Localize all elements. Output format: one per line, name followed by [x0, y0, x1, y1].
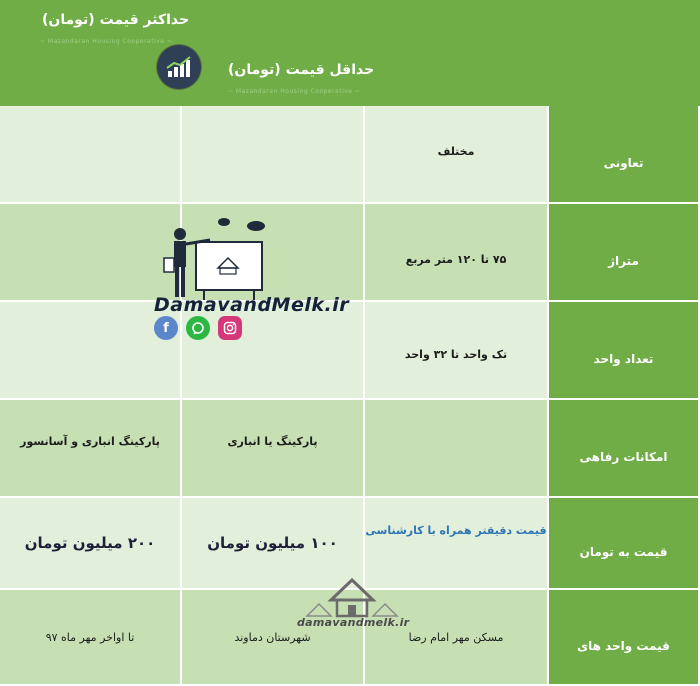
price-note: قیمت دقیقتر همراه با کارشناسی	[365, 523, 547, 537]
table-row	[0, 400, 700, 498]
house-logo-icon	[297, 576, 407, 620]
min-price-value: ۱۰۰ میلیون تومان	[207, 534, 338, 552]
brand-name: DamavandMelk.ir	[154, 294, 350, 316]
row-label: قیمت به تومان	[549, 498, 700, 590]
instagram-icon	[218, 316, 242, 340]
bottom-brand-name: damavandmelk.ir	[297, 616, 410, 629]
price-chart-logo-icon	[157, 45, 201, 89]
row-label: متراژ	[549, 204, 700, 302]
header-caption-faint: ~ Mazandaran Housing Cooperative ~	[40, 38, 173, 45]
cell-min-text: پارکینگ یا انباری	[227, 434, 318, 448]
presenter-board-icon	[152, 212, 362, 302]
whatsapp-icon	[186, 316, 210, 340]
cell-max	[0, 400, 182, 498]
facebook-icon: f	[154, 316, 178, 340]
brand-watermark	[152, 212, 362, 342]
row-label: قیمت واحد های	[549, 590, 700, 686]
cell-min-text: شهرستان دماوند	[234, 630, 311, 644]
header-caption-faint-2: ~ Mazandaran Housing Cooperative ~	[228, 88, 361, 95]
cell-max	[0, 498, 182, 590]
cell-range	[365, 106, 549, 204]
cell-range	[365, 204, 549, 302]
min-price-header: حداقل قیمت (تومان)	[228, 62, 375, 78]
cell-min	[182, 106, 365, 204]
row-label: تعداد واحد	[549, 302, 700, 400]
cell-range-text: مسکن مهر امام رضا	[408, 630, 504, 644]
cell-max	[0, 106, 182, 204]
cell-max	[0, 590, 182, 686]
bottom-watermark	[297, 576, 410, 636]
cell-min	[182, 400, 365, 498]
row-label: امکانات رفاهی	[549, 400, 700, 498]
cell-range-text: ۷۵ تا ۱۲۰ متر مربع	[405, 252, 507, 266]
table-header	[0, 0, 700, 106]
max-price-header: حداکثر قیمت (تومان)	[42, 12, 190, 28]
cell-max-text: تا اواخر مهر ماه ۹۷	[45, 630, 135, 644]
cell-range-text: تک واحد تا ۳۲ واحد	[404, 347, 508, 361]
table-row	[0, 106, 700, 204]
cell-max-text: پارکینگ انباری و آسانسور	[20, 434, 160, 448]
row-label: تعاونی	[549, 106, 700, 204]
max-price-value: ۲۰۰ میلیون تومان	[24, 534, 156, 552]
cell-range	[365, 302, 549, 400]
cell-range-text: مختلف	[437, 144, 475, 158]
cell-range	[365, 400, 549, 498]
